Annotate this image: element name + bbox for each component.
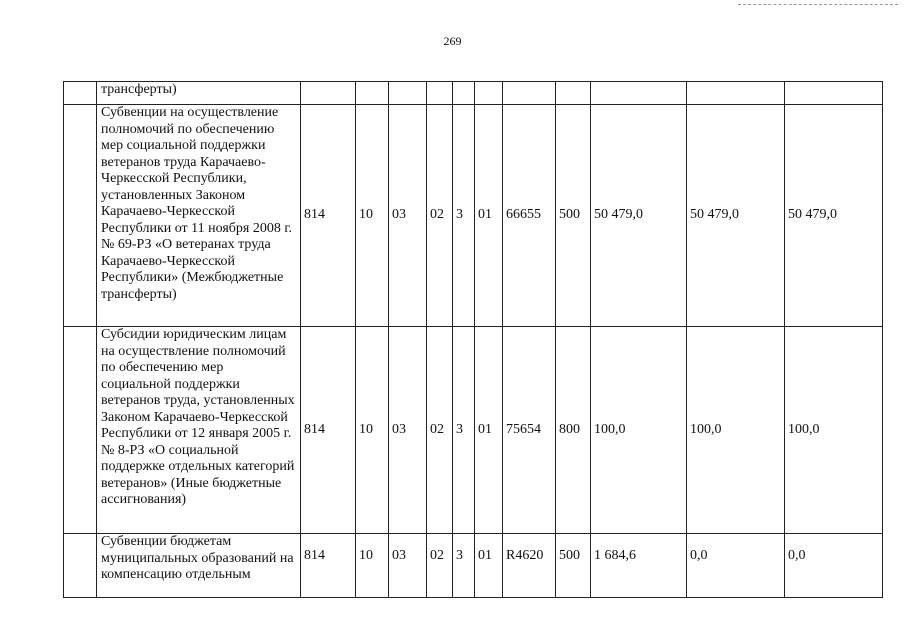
ministry-code-cell: 814 — [301, 534, 356, 598]
direction-code-cell: 66655 — [503, 105, 556, 327]
section-code-cell: 10 — [356, 105, 389, 327]
row-marker-cell — [64, 327, 97, 534]
expense-type-code-cell — [556, 82, 591, 105]
subsection-code-cell: 03 — [389, 105, 427, 327]
subsection-code-cell — [389, 82, 427, 105]
direction-code-cell — [503, 82, 556, 105]
expense-name-cell: Субвенции на осуществление полномочий по обеспечению мер социальной поддержки ветеранов труда Карачаево-Черкесской Республики, установленных Законом Карачаево-Черкесской Республики от 11 ноября 2008 г. № 69-РЗ «О ветеранах труда Карачаево-Черкесской Республики» (Межбюджетные трансферты) — [97, 105, 301, 327]
amount-cell-2: 0,0 — [687, 534, 785, 598]
program-code-cell: 02 — [427, 105, 453, 327]
table-row — [64, 82, 883, 105]
amount-cell-3: 100,0 — [785, 327, 883, 534]
budget-table — [63, 81, 883, 598]
subprogram-code-cell: 3 — [453, 105, 475, 327]
amount-cell-1 — [591, 82, 687, 105]
event-code-cell: 01 — [475, 105, 503, 327]
ministry-code-cell — [301, 82, 356, 105]
subprogram-code-cell: 3 — [453, 327, 475, 534]
amount-cell-1: 50 479,0 — [591, 105, 687, 327]
event-code-cell: 01 — [475, 534, 503, 598]
program-code-cell: 02 — [427, 534, 453, 598]
row-marker-cell — [64, 82, 97, 105]
subprogram-code-cell: 3 — [453, 534, 475, 598]
expense-type-code-cell: 800 — [556, 327, 591, 534]
expense-name-cell: Субвенции бюджетам муниципальных образований на компенсацию отдельным — [97, 534, 301, 598]
amount-cell-2: 100,0 — [687, 327, 785, 534]
amount-cell-3: 0,0 — [785, 534, 883, 598]
table-row — [64, 534, 883, 598]
ministry-code-cell: 814 — [301, 327, 356, 534]
ministry-code-cell: 814 — [301, 105, 356, 327]
section-code-cell: 10 — [356, 327, 389, 534]
event-code-cell — [475, 82, 503, 105]
table-row — [64, 327, 883, 534]
direction-code-cell: 75654 — [503, 327, 556, 534]
row-marker-cell — [64, 534, 97, 598]
row-marker-cell — [64, 105, 97, 327]
expense-name-cell: трансферты) — [97, 82, 301, 105]
expense-name-cell: Субсидии юридическим лицам на осуществление полномочий по обеспечению мер социальной поддержки ветеранов труда, установленных Законом Карачаево-Черкесской Республики от 12 января 2005 г. № 8-РЗ «О социальной поддержке отдельных категорий ветеранов» (Иные бюджетные ассигнования) — [97, 327, 301, 534]
direction-code-cell: R4620 — [503, 534, 556, 598]
amount-cell-3: 50 479,0 — [785, 105, 883, 327]
page-number: 269 — [443, 34, 462, 48]
section-code-cell: 10 — [356, 534, 389, 598]
expense-type-code-cell: 500 — [556, 105, 591, 327]
section-code-cell — [356, 82, 389, 105]
top-edge-rule — [738, 4, 898, 5]
subsection-code-cell: 03 — [389, 327, 427, 534]
amount-cell-2: 50 479,0 — [687, 105, 785, 327]
amount-cell-1: 1 684,6 — [591, 534, 687, 598]
event-code-cell: 01 — [475, 327, 503, 534]
subprogram-code-cell — [453, 82, 475, 105]
program-code-cell: 02 — [427, 327, 453, 534]
expense-type-code-cell: 500 — [556, 534, 591, 598]
program-code-cell — [427, 82, 453, 105]
amount-cell-2 — [687, 82, 785, 105]
table-row — [64, 105, 883, 327]
amount-cell-1: 100,0 — [591, 327, 687, 534]
amount-cell-3 — [785, 82, 883, 105]
subsection-code-cell: 03 — [389, 534, 427, 598]
